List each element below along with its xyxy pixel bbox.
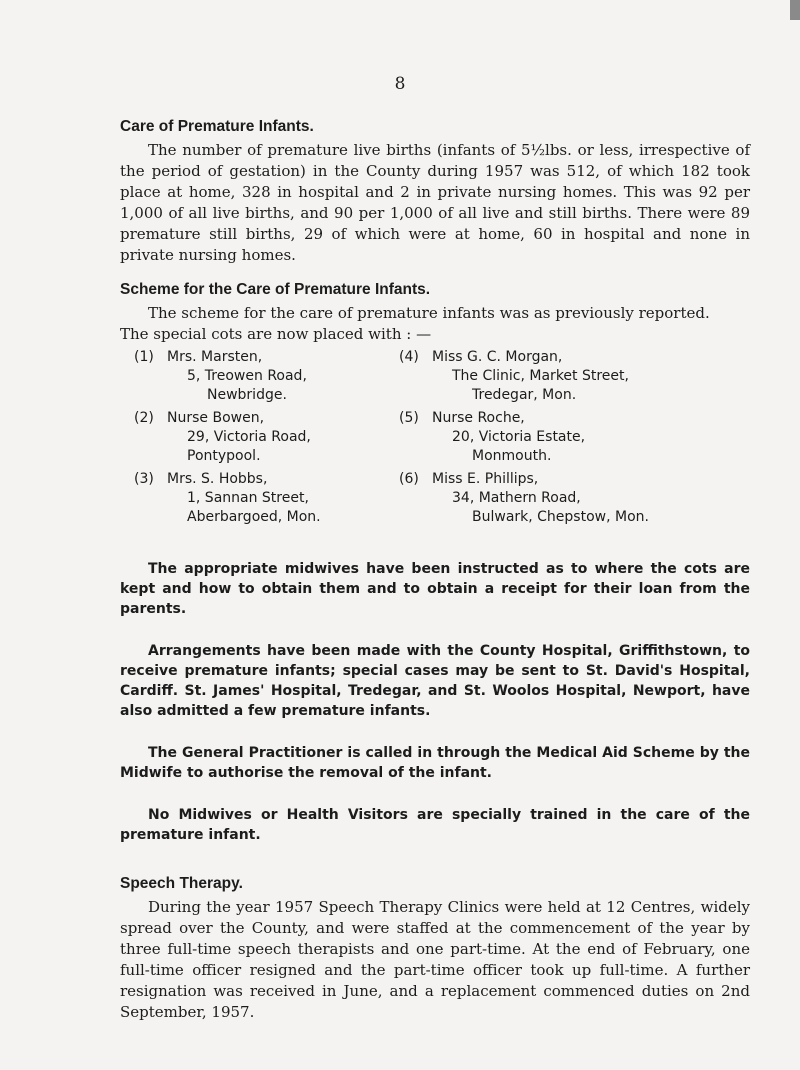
general-practitioner-paragraph: The General Practitioner is called in through the Medical Aid Scheme by the Midwife to authorise the removal of the infant. xyxy=(120,745,750,781)
address-town: Aberbargoed, Mon. xyxy=(187,509,321,525)
premature-heading: Care of Premature Infants. xyxy=(120,118,314,135)
address-entry xyxy=(134,409,399,466)
address-street: 34, Mathern Road, xyxy=(452,490,581,506)
address-number: (4) xyxy=(399,349,419,365)
address-street: 20, Victoria Estate, xyxy=(452,429,586,445)
address-name: Nurse Bowen, xyxy=(167,410,265,426)
address-street: The Clinic, Market Street, xyxy=(452,368,629,384)
cot-address-list xyxy=(120,348,750,531)
address-entry xyxy=(399,409,729,466)
document-body xyxy=(120,118,750,1023)
address-column-left xyxy=(120,348,399,531)
address-street: 1, Sannan Street, xyxy=(187,490,309,506)
scheme-heading: Scheme for the Care of Premature Infants. xyxy=(120,281,431,298)
address-name: Mrs. Marsten, xyxy=(167,349,263,365)
address-entry xyxy=(134,470,399,527)
address-name: Miss G. C. Morgan, xyxy=(432,349,563,365)
page-edge-mark xyxy=(790,0,800,20)
address-column-right xyxy=(399,348,729,531)
address-entry xyxy=(399,470,729,527)
address-name: Nurse Roche, xyxy=(432,410,525,426)
scheme-intro: The scheme for the care of premature infants was as previously reported. xyxy=(148,304,710,322)
midwives-paragraph: The appropriate midwives have been instructed as to where the cots are kept and how to obtain them and to obtain a receipt for their loan from the parents. xyxy=(120,561,750,617)
speech-heading: Speech Therapy. xyxy=(120,875,243,892)
address-town: Monmouth. xyxy=(472,448,552,464)
address-street: 5, Treowen Road, xyxy=(187,368,307,384)
scheme-intro-cots: The special cots are now placed with : — xyxy=(120,325,432,343)
premature-paragraph: The number of premature live births (infants of 5½lbs. or less, irrespective of the period of gestation) in the County during 1957 was 512, of which 182 took place at home, 328 in hospital and 2 in private nursing homes. This was 92 per 1,000 of all live births, and 90 per 1,000 of all live and still births. There were 89 premature still births, 29 of which were at home, 60 in hospital and none in private nursing homes. xyxy=(120,141,750,264)
speech-paragraph: During the year 1957 Speech Therapy Clinics were held at 12 Centres, widely spread over the County, and were staffed at the commencement of the year by three full-time speech therapists and one part-time. At the end of February, one full-time officer resigned and the part-time officer took up full-time. A further resignation was received in June, and a replacement commenced duties on 2nd September, 1957. xyxy=(120,898,750,1021)
address-street: 29, Victoria Road, xyxy=(187,429,311,445)
address-entry xyxy=(134,348,399,405)
address-town: Tredegar, Mon. xyxy=(472,387,577,403)
training-paragraph: No Midwives or Health Visitors are specially trained in the care of the premature infant. xyxy=(120,807,750,843)
arrangements-paragraph: Arrangements have been made with the County Hospital, Griffithstown, to receive premature infants; special cases may be sent to St. David's Hospital, Cardiff. St. James' Hospital, Tredegar, and St. Woolos Hospital, Newport, have also admitted a few premature infants. xyxy=(120,643,750,719)
address-number: (3) xyxy=(134,471,154,487)
address-number: (1) xyxy=(134,349,154,365)
address-number: (5) xyxy=(399,410,419,426)
page-number: 8 xyxy=(394,74,406,94)
address-name: Mrs. S. Hobbs, xyxy=(167,471,268,487)
address-town: Pontypool. xyxy=(187,448,261,464)
address-number: (2) xyxy=(134,410,154,426)
address-town: Newbridge. xyxy=(207,387,287,403)
address-entry xyxy=(399,348,729,405)
address-name: Miss E. Phillips, xyxy=(432,471,539,487)
address-number: (6) xyxy=(399,471,419,487)
address-town: Bulwark, Chepstow, Mon. xyxy=(472,509,649,525)
